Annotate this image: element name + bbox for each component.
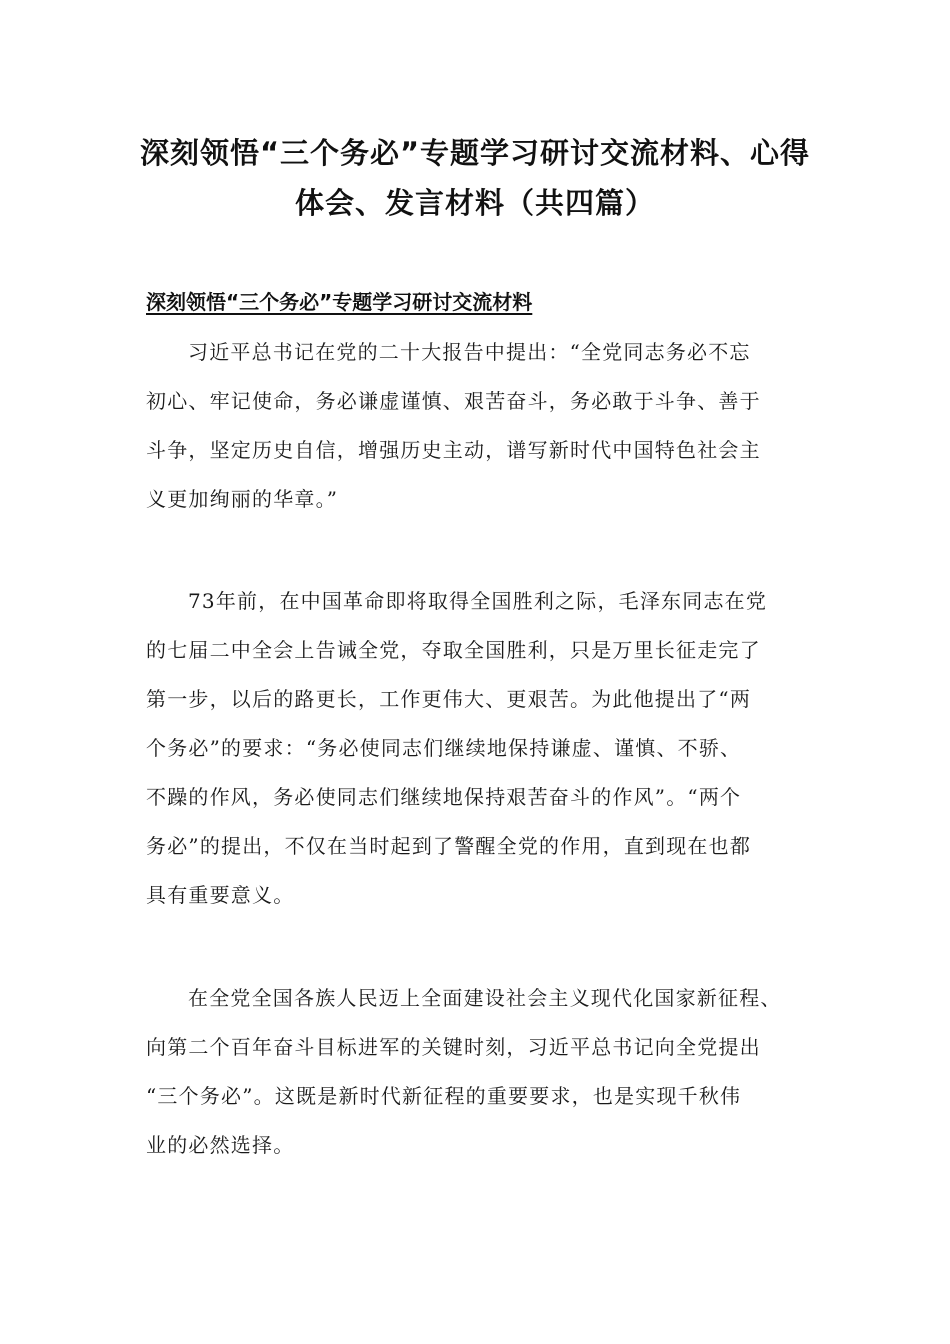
text-line: 义更加绚丽的华章。” bbox=[146, 487, 339, 511]
document-title-line-2: 体会、发言材料（共四篇） bbox=[294, 186, 655, 220]
text-line: 不躁的作风，务必使同志们继续地保持艰苦奋斗的作风”。“两个 bbox=[146, 785, 742, 809]
text-line: 习近平总书记在党的二十大报告中提出：“全党同志务必不忘 bbox=[188, 340, 751, 364]
text-line: 务必”的提出，不仅在当时起到了警醒全党的作用，直到现在也都 bbox=[146, 834, 752, 858]
text-line: 具有重要意义。 bbox=[146, 883, 295, 907]
section-subheading: 深刻领悟“三个务必”专题学习研讨交流材料 bbox=[146, 290, 533, 314]
text-line: 业的必然选择。 bbox=[146, 1133, 295, 1157]
text-line: 初心、牢记使命，务必谦虚谨慎、艰苦奋斗，务必敢于斗争、善于 bbox=[146, 389, 761, 413]
text-line: 斗争，坚定历史自信，增强历史主动，谱写新时代中国特色社会主 bbox=[146, 438, 761, 462]
text-line: 73年前，在中国革命即将取得全国胜利之际，毛泽东同志在党 bbox=[188, 589, 768, 613]
text-line: 个务必”的要求：“务必使同志们继续地保持谦虚、谨慎、不骄、 bbox=[146, 736, 742, 760]
text-line: 第一步，以后的路更长，工作更伟大、更艰苦。为此他提出了“两 bbox=[146, 687, 752, 711]
document-title-line-1: 深刻领悟“三个务必”专题学习研讨交流材料、心得 bbox=[139, 136, 811, 170]
text-line: 的七届二中全会上告诫全党，夺取全国胜利，只是万里长征走完了 bbox=[146, 638, 761, 662]
text-line: 在全党全国各族人民迈上全面建设社会主义现代化国家新征程、 bbox=[188, 986, 782, 1010]
text-line: 向第二个百年奋斗目标进军的关键时刻，习近平总书记向全党提出 bbox=[146, 1035, 761, 1059]
text-line: “三个务必”。这既是新时代新征程的重要要求，也是实现千秋伟 bbox=[146, 1084, 742, 1108]
